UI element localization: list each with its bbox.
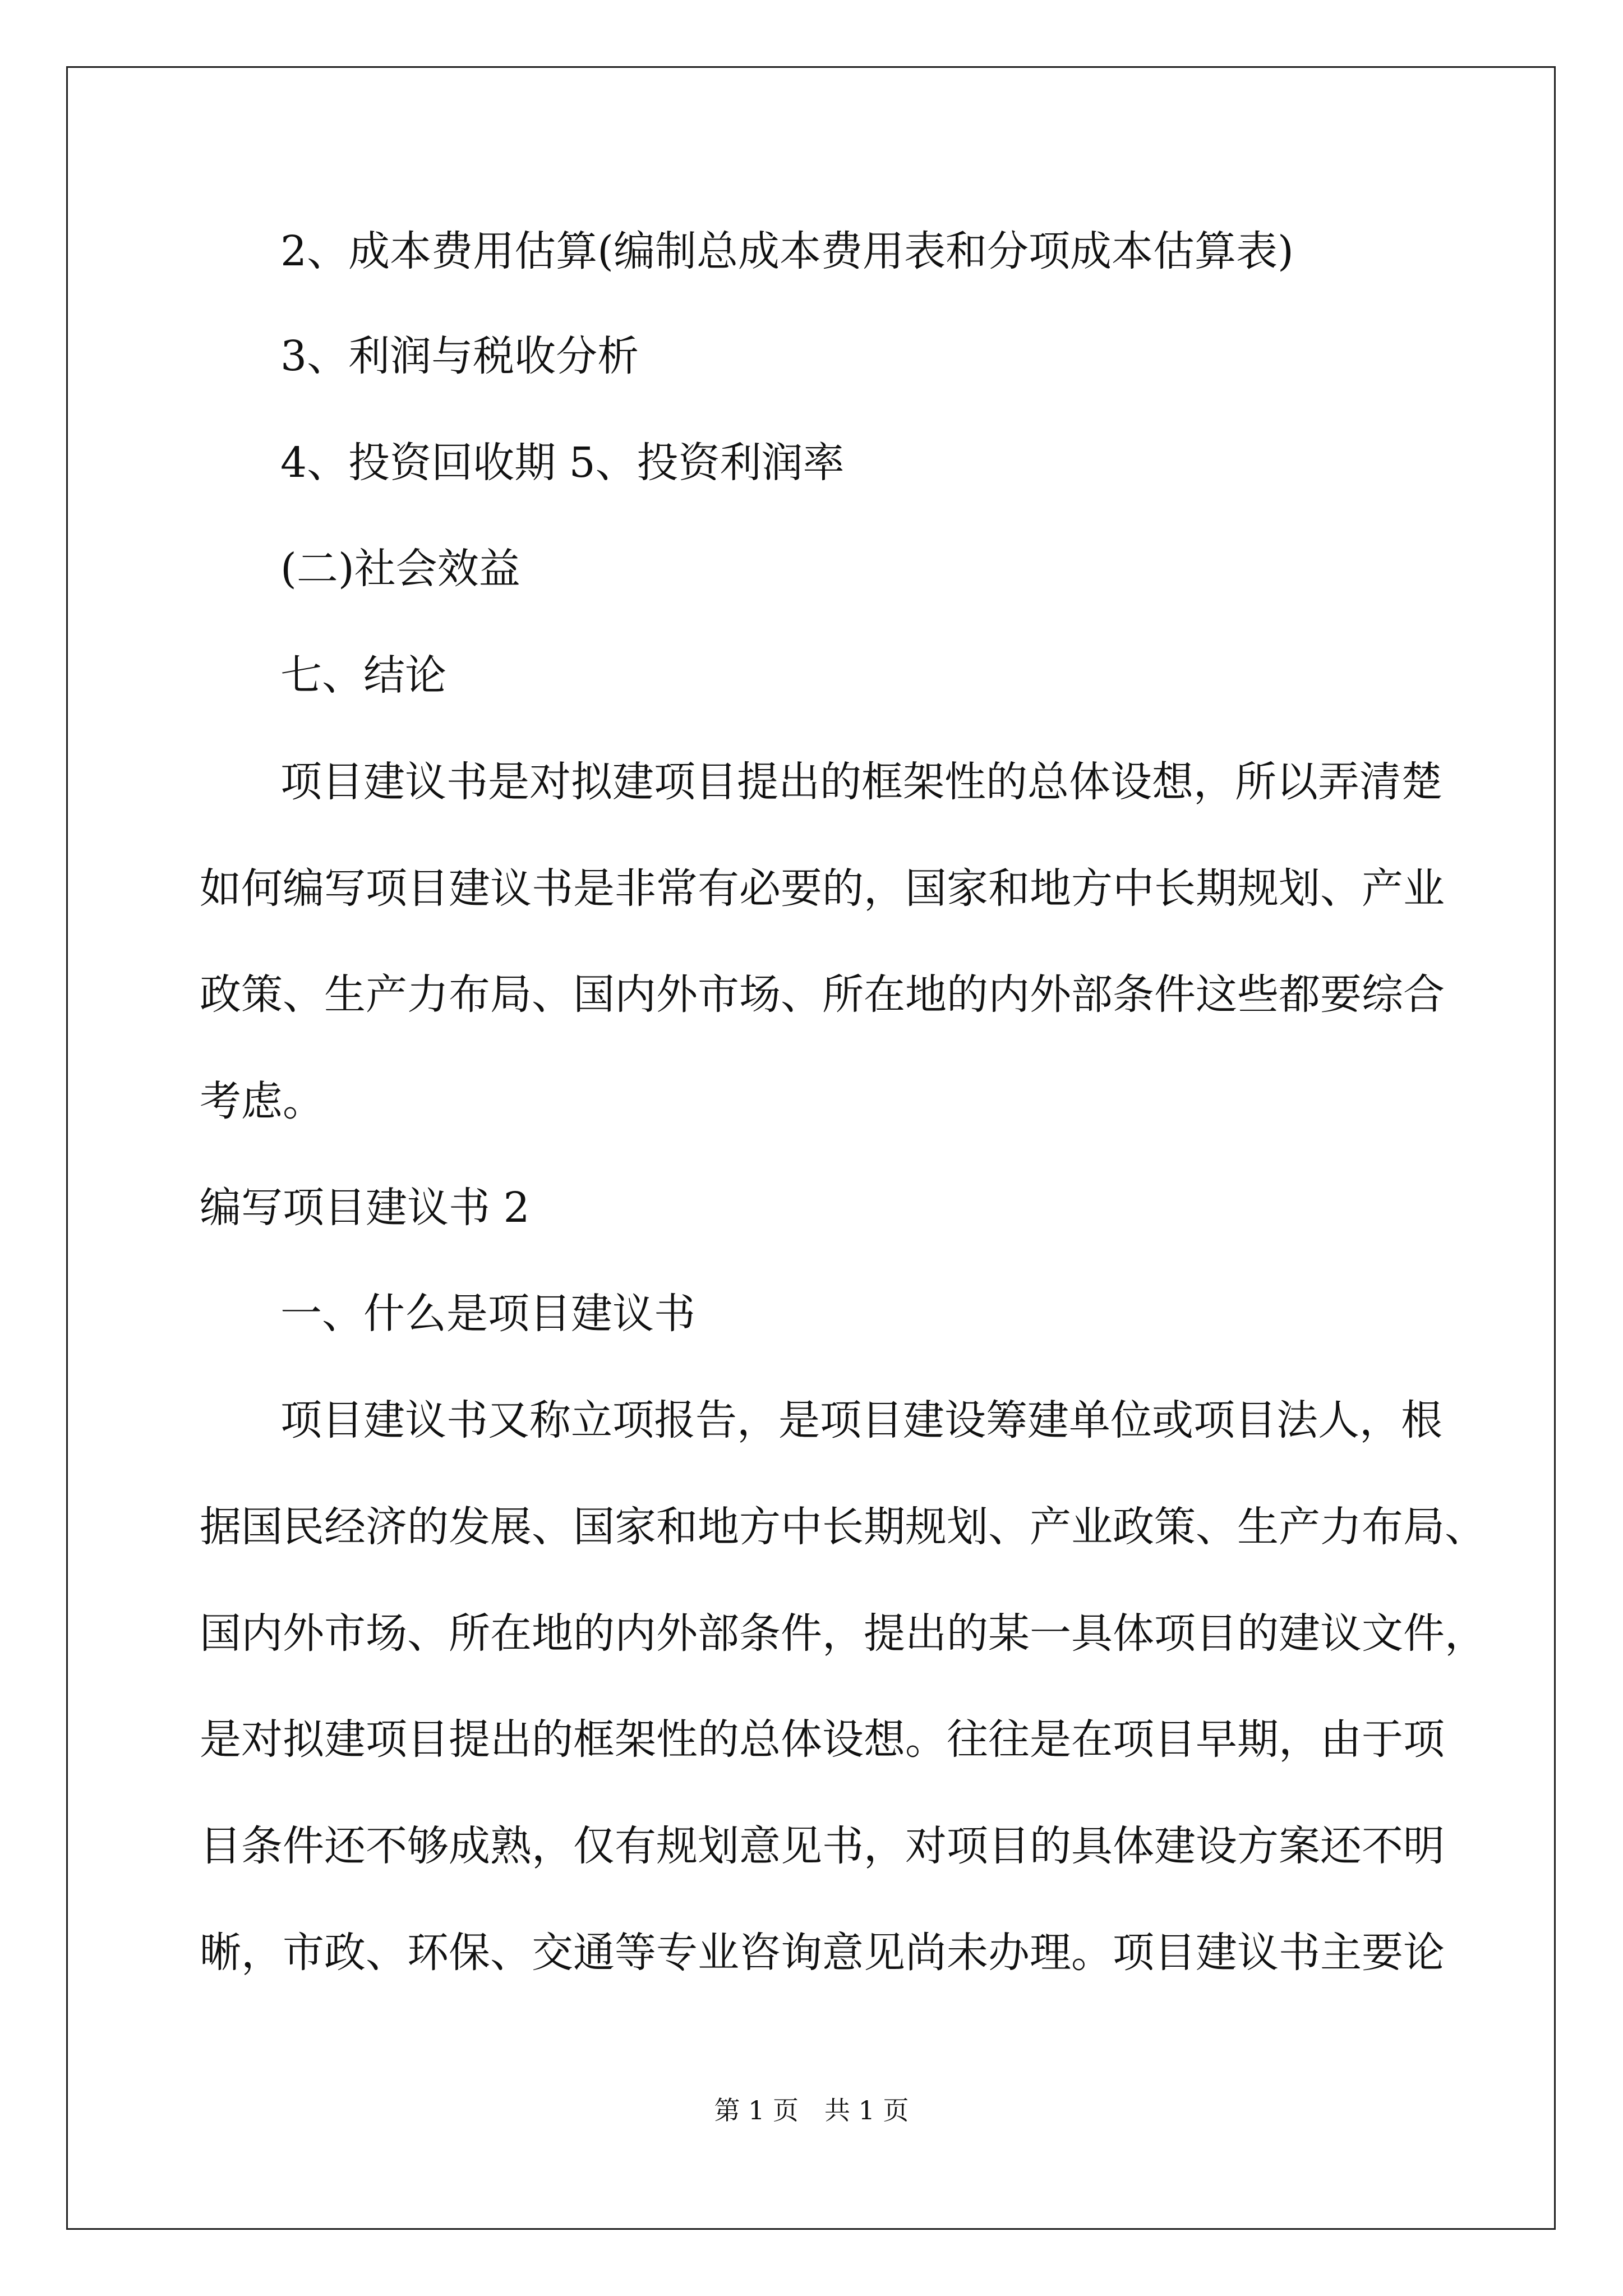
document-title: 编写项目建议书 2 — [200, 1184, 530, 1232]
paragraph-line: 考虑。 — [200, 1077, 324, 1125]
paragraph-line: 项目建议书是对拟建项目提出的框架性的总体设想，所以弄清楚 — [280, 758, 1442, 806]
paragraph-line: 目条件还不够成熟，仅有规划意见书，对项目的具体建设方案还不明 — [200, 1822, 1445, 1870]
section-heading: 七、结论 — [280, 651, 446, 700]
paragraph-line: 据国民经济的发展、国家和地方中长期规划、产业政策、生产力布局、 — [200, 1503, 1486, 1551]
paragraph-line: 晰，市政、环保、交通等专业咨询意见尚未办理。项目建议书主要论 — [200, 1929, 1445, 1977]
paragraph-line: 政策、生产力布局、国内外市场、所在地的内外部条件这些都要综合 — [200, 970, 1445, 1019]
paragraph-line: 4、投资回收期 5、投资利润率 — [280, 439, 845, 487]
paragraph-line: 是对拟建项目提出的框架性的总体设想。往往是在项目早期，由于项 — [200, 1715, 1445, 1764]
paragraph-line: 项目建议书又称立项报告，是项目建设筹建单位或项目法人，根 — [280, 1396, 1442, 1444]
page-border — [66, 66, 1556, 2230]
paragraph-line: 如何编写项目建议书是非常有必要的，国家和地方中长期规划、产业 — [200, 864, 1445, 913]
page-number-footer: 第 1 页 共 1 页 — [714, 2095, 909, 2125]
section-heading: (二)社会效益 — [280, 545, 520, 593]
paragraph-line: 2、成本费用估算(编制总成本费用表和分项成本估算表) — [280, 227, 1294, 275]
paragraph-line: 国内外市场、所在地的内外部条件，提出的某一具体项目的建议文件， — [200, 1609, 1486, 1658]
paragraph-line: 3、利润与税收分析 — [280, 332, 639, 380]
section-heading: 一、什么是项目建议书 — [280, 1290, 695, 1338]
